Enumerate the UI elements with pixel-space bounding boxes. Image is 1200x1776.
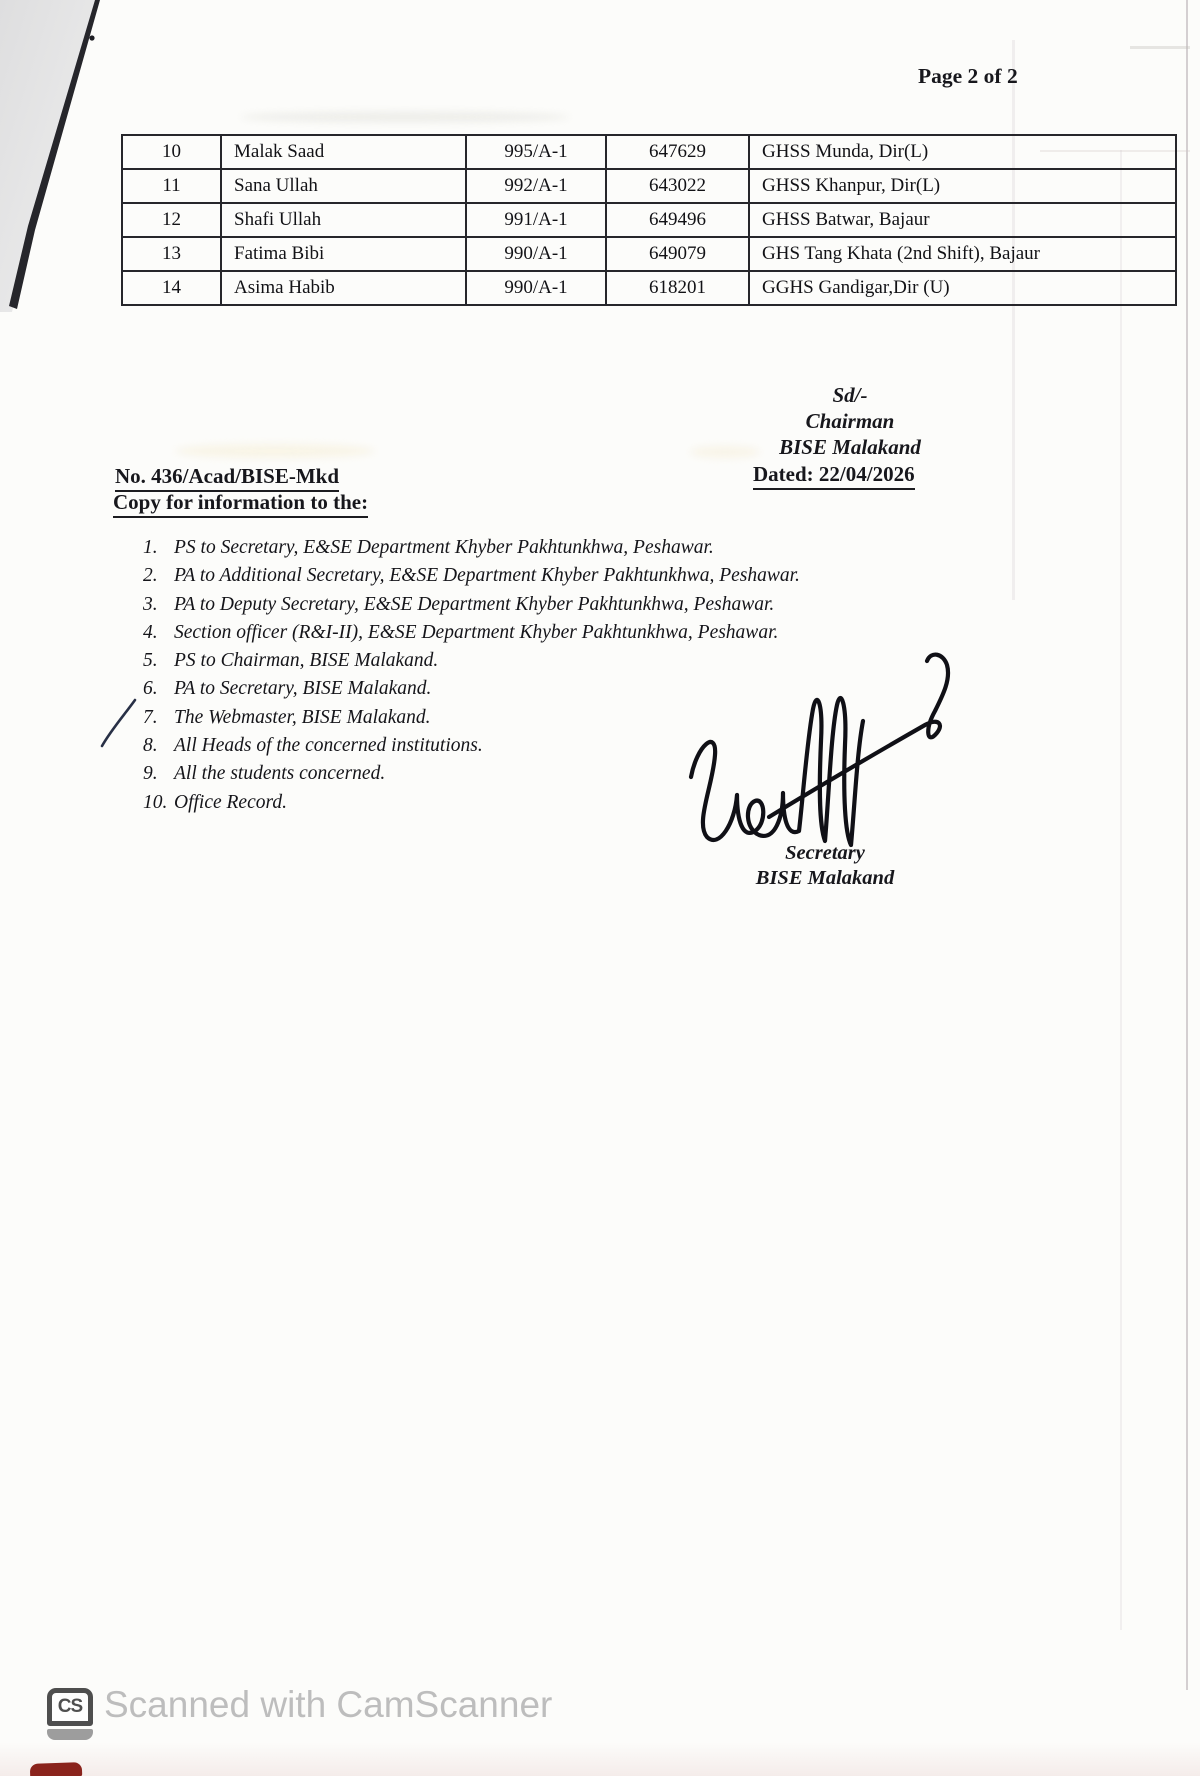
- list-item: [143, 591, 800, 619]
- reference-number: [115, 464, 339, 492]
- signoff-sd: Sd/-: [832, 383, 868, 407]
- list-item-number: 3.: [143, 593, 158, 615]
- table-row: [122, 237, 1176, 271]
- list-item-text: PS to Secretary, E&SE Department Khyber Pakhtunkhwa, Peshawar.: [174, 537, 714, 558]
- copy-for-information-heading: [113, 490, 368, 518]
- camscanner-logo-icon: [47, 1688, 93, 1740]
- cell-serial: 13: [122, 237, 221, 271]
- list-item-text: All the students concerned.: [174, 763, 386, 785]
- cell-school: GGHS Gandigar,Dir (U): [749, 271, 1176, 305]
- table-row: [122, 135, 1176, 169]
- chairman-signoff-block: [750, 382, 950, 460]
- list-item-number: 1.: [143, 537, 158, 558]
- list-item-number: 2.: [143, 565, 158, 587]
- cell-school: GHS Tang Khata (2nd Shift), Bajaur: [749, 237, 1176, 271]
- secretary-org: BISE Malakand: [755, 867, 895, 889]
- reference-number-text: No. 436/Acad/BISE-Mkd: [115, 464, 339, 492]
- cell-marks: 991/A-1: [466, 203, 606, 237]
- list-item-text: All Heads of the concerned institutions.: [174, 735, 483, 757]
- list-item: [143, 562, 800, 590]
- list-item-number: 5.: [143, 650, 158, 672]
- list-item-text: PA to Deputy Secretary, E&SE Department Khyber Pakhtunkhwa, Peshawar.: [174, 593, 775, 615]
- paper-smudge: [175, 444, 375, 458]
- scan-edge-mark: [1130, 46, 1190, 49]
- cell-roll: 618201: [606, 271, 749, 305]
- list-item: [143, 619, 800, 647]
- copy-heading-text: Copy for information to the:: [113, 490, 368, 518]
- camscanner-logo-base: [47, 1729, 93, 1740]
- scan-edge-line-faint: [1012, 40, 1015, 600]
- cell-name: Fatima Bibi: [221, 237, 466, 271]
- cell-serial: 14: [122, 271, 221, 305]
- scan-bottom-tint: [0, 1742, 1200, 1776]
- cell-school: GHSS Munda, Dir(L): [749, 135, 1176, 169]
- list-item-number: 7.: [143, 706, 158, 728]
- list-item-number: 8.: [143, 735, 158, 757]
- cell-serial: 10: [122, 135, 221, 169]
- cell-school: GHSS Khanpur, Dir(L): [749, 169, 1176, 203]
- secretary-title: Secretary: [785, 842, 865, 864]
- signoff-title: Chairman: [805, 409, 895, 433]
- table-row: [122, 169, 1176, 203]
- scan-edge-line-faint: [1120, 150, 1122, 1630]
- results-table: [121, 134, 1177, 306]
- list-item-text: PS to Chairman, BISE Malakand.: [174, 650, 439, 672]
- camscanner-cs-badge: CS: [47, 1688, 93, 1726]
- cell-marks: 995/A-1: [466, 135, 606, 169]
- secretary-signoff-block: [725, 841, 925, 891]
- list-item-number: 9.: [143, 763, 158, 785]
- camscanner-watermark-text: Scanned with CamScanner: [104, 1684, 553, 1725]
- cell-serial: 12: [122, 203, 221, 237]
- cell-name: Malak Saad: [221, 135, 466, 169]
- page-fold-artifact: [0, 0, 130, 320]
- list-item-text: Section officer (R&I-II), E&SE Department Khyber Pakhtunkhwa, Peshawar.: [174, 621, 779, 643]
- cell-name: Shafi Ullah: [221, 203, 466, 237]
- list-item-number: 10.: [143, 791, 168, 813]
- table-row: [122, 271, 1176, 305]
- list-item-text: Office Record.: [174, 791, 287, 813]
- list-item-text: PA to Additional Secretary, E&SE Department Khyber Pakhtunkhwa, Peshawar.: [174, 565, 800, 587]
- paper-smudge: [240, 112, 570, 122]
- cell-marks: 990/A-1: [466, 237, 606, 271]
- cell-school: GHSS Batwar, Bajaur: [749, 203, 1176, 237]
- signoff-org: BISE Malakand: [779, 435, 921, 459]
- red-edge-mark: [30, 1762, 82, 1776]
- table-row: [122, 203, 1176, 237]
- secretary-signature: [635, 645, 975, 865]
- cell-roll: 647629: [606, 135, 749, 169]
- dated-text: Dated: 22/04/2026: [753, 462, 915, 490]
- cell-serial: 11: [122, 169, 221, 203]
- cell-name: Asima Habib: [221, 271, 466, 305]
- page-number-label: Page 2 of 2: [918, 64, 1018, 88]
- list-item-text: PA to Secretary, BISE Malakand.: [174, 678, 432, 700]
- cell-roll: 649079: [606, 237, 749, 271]
- cell-roll: 643022: [606, 169, 749, 203]
- cell-name: Sana Ullah: [221, 169, 466, 203]
- scan-edge-line: [1186, 0, 1188, 1690]
- list-item-number: 4.: [143, 621, 158, 643]
- pen-checkmark: [98, 696, 140, 750]
- cell-marks: 990/A-1: [466, 271, 606, 305]
- list-item: [143, 534, 800, 562]
- list-item-number: 6.: [143, 678, 158, 700]
- cell-roll: 649496: [606, 203, 749, 237]
- list-item-text: The Webmaster, BISE Malakand.: [174, 706, 431, 728]
- dated-line: [753, 462, 915, 490]
- cell-marks: 992/A-1: [466, 169, 606, 203]
